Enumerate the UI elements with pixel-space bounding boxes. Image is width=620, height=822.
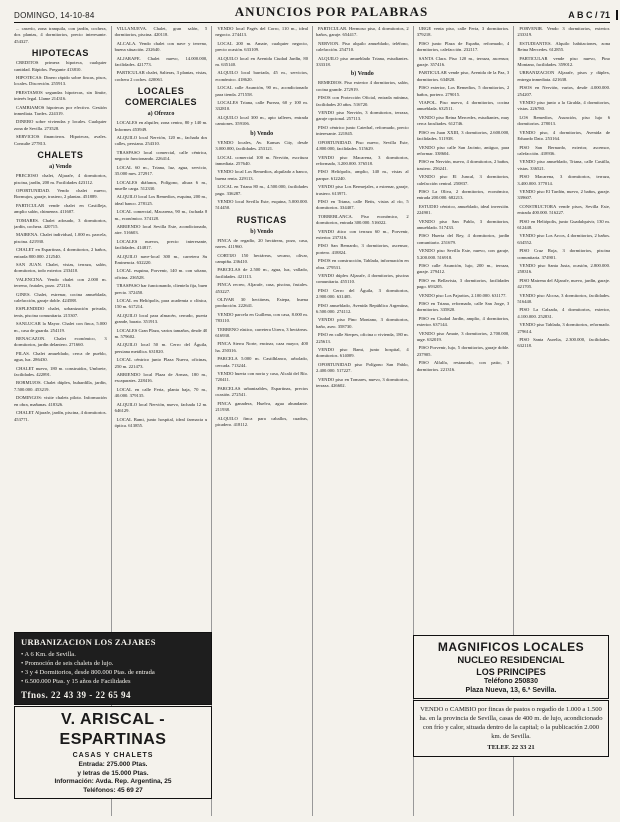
classified-ad: CAMBIAMOS hipotecas por efectivo. Gestión inmediata. Tardes. 224319. xyxy=(14,104,107,117)
classified-ad: VILLANUEVA. Chalet, gran salón, 5 dormitorios, piscina. 420118. xyxy=(114,26,208,38)
classified-ad: LOS Remedios, Asunción, piso lujo 6 dormitorios. 278013. xyxy=(517,114,611,127)
classified-ad: PISO amueblado, Avenida República Argentina, 6.500.000. 274112. xyxy=(316,302,409,315)
classified-ad: VENDO piso El Tardón, nuevo, 2 baños, garaje. 339607. xyxy=(517,188,611,201)
column-3 xyxy=(211,26,308,816)
classified-ad: TOMARES. Chalet adosado, 3 dormitorios, jardín, cochera. 420715. xyxy=(14,217,107,229)
classified-ad: VENDO ático con terraza 60 m., Porvenir, exterior. 237316. xyxy=(316,228,409,240)
classified-ad: GINES. Chalet, estrenar, cocina amueblada, calefacción, garaje doble. 424588. xyxy=(14,291,107,303)
classified-ad: LOCAL céntrico junto Plaza Nueva, oficinas, 250 m. 221473. xyxy=(114,357,208,369)
classified-ad: PISO Santa Aurelia, 2.300.000, facilidades. 632118. xyxy=(517,337,611,349)
classified-ad: VENDO piso Santa Justa, ocasión, 2.800.000. 258316. xyxy=(517,263,611,275)
ariscal-title: V. ARISCAL - ESPARTINAS xyxy=(59,711,167,748)
classified-ad: VENDO locales, Av. Kansas City, desde 3.000.000, facilidades. 253121. xyxy=(215,139,309,152)
classified-ad: DOMINGOS: visite chalets piloto. Información en obra, mañanas. 418326. xyxy=(14,395,107,407)
classified-ad: TORREBLANCA. Piso económico, 2 dormitorios, entrada 300.000. 516022. xyxy=(316,213,409,226)
classified-ad: PISO Alfalfa, restaurado, con patio, 3 dormitorios. 221316. xyxy=(416,360,510,372)
classified-ad: PISOS en Nervión, varios, desde 4.000.000. 254207. xyxy=(517,85,611,97)
classified-ad: LOCAL comercial, Macarena, 90 m., fachada 8 m., económico. 374128. xyxy=(114,209,208,221)
classified-ad: URBANIZACION Aljarafe, pisos y dúplex, entrega inmediata. 421638. xyxy=(517,70,611,82)
classified-ad: VENDO huerta con noria y casa, Alcalá del Río. 720411. xyxy=(215,371,309,383)
classified-ad: PISO San Bernardo, exterior, ascensor, calefacción. 418936. xyxy=(517,144,611,156)
classified-ad: VENDO piso Bami, junto hospital, 4 dormitorios. 614009. xyxy=(316,347,409,359)
classified-ad: ESPLENDIDO chalet, urbanización privada, tenis, piscina comunitaria. 215307. xyxy=(14,306,107,318)
classified-ad: CHALET Aljarafe, jardín, piscina, 4 dormitorios. 453771. xyxy=(14,410,107,422)
classified-ad: REMEDIOS. Piso exterior 4 dormitorios, salón, cocina grande. 272919. xyxy=(316,80,409,92)
classified-ad: CREDITOS primera hipoteca, cualquier cantidad. Rápidos. Pregunte 413810. xyxy=(14,60,107,72)
classified-ad: OPORTUNIDAD. Vendo chalet nuevo, Bormujos, garaje, trastero, 2 plantas. 451889. xyxy=(14,187,107,200)
classified-ad: LOCAL calle Asunción, 90 m., acondicionado para tienda. 271558. xyxy=(215,85,309,97)
classified-ad: PISO exterior, Los Remedios, 5 dormitorios, 2 baños, portero. 279015. xyxy=(416,85,510,97)
classified-ad: PARTICULAR. Hermoso piso, 4 dormitorios, 2 baños, garaje. 654417. xyxy=(316,26,409,38)
ariscal-line: Entrada: 275.000 Ptas. xyxy=(78,761,148,768)
classified-ad: LOCAL en Triana 80 m., 4.500.000, facilidades pago. 336287. xyxy=(215,184,309,196)
ariscal-subtitle: CASAS Y CHALETS xyxy=(72,752,154,759)
classified-ad: BENACAZON. Chalet económico, 3 dormitorios, jardín delantero. 271660. xyxy=(14,336,107,348)
classified-ad: BORMUJOS. Chalet dúplex, buhardilla, jardín, 7.500.000. 453219. xyxy=(14,380,107,392)
classified-ad: OPORTUNIDAD piso Polígono San Pablo, 2.400.000. 517227. xyxy=(316,361,409,374)
classified-ad: PARCELAS urbanizables, Espartinas, precios ocasión. 272541. xyxy=(215,385,309,398)
zajares-line: • Promoción de seis chalets de lujo. xyxy=(21,660,114,667)
classified-ad: ALQUILO local 300 m., apto talleres, entrada camiones. 359106. xyxy=(215,114,309,127)
classified-ad: PISOS en construcción, Tablada, información en obra. 279531. xyxy=(316,258,409,270)
classified-ad: ALJARAFE. Chalet nuevo, 14.000.000, facilidades. 421773. xyxy=(114,55,208,68)
header-date: DOMINGO, 14-10-84 xyxy=(14,11,95,20)
classified-ad: ALQUILO local Nervión, nuevo, fachada 12 m. 646129. xyxy=(114,401,208,414)
classified-ad: ... caserío, zona tranquila, con jardín, cochera, dos plantas, 4 dormitorios, precio interesante. 454327. xyxy=(14,26,107,44)
classified-ad: PISO Heliópolis, amplio, 140 m., vistas al parque. 612240. xyxy=(316,169,409,181)
classified-ad: SAN JUAN. Chalet, vistas, terraza, salón, dormitorios, todo exterior. 233410. xyxy=(14,261,107,274)
classified-ad: ESTUDIANTES. Alquilo habitaciones, zona Reina Mercedes. 612855. xyxy=(517,40,611,53)
classified-ad: DINERO sobre viviendas y locales. Cualquier zona de Sevilla. 273528. xyxy=(14,119,107,131)
classified-ad: VENDO piso Sevilla Este, nuevo, con garaje, 5.200.000. 516918. xyxy=(416,248,510,260)
classified-ad: TRASPASO bar funcionando, clientela fija, buen precio. 372450. xyxy=(114,283,208,295)
ariscal-line: y letras de 15.000 Ptas. xyxy=(77,769,149,777)
classified-ad: PISO calle Asunción, lujo, 200 m., terraza, garaje. 279412. xyxy=(416,263,510,275)
classified-ad: FINCA Sierra Norte, encinar, caza mayor, 400 ha. 250316. xyxy=(215,341,309,353)
classified-ad: LOCALES diáfanos, Polígono, altura 6 m., muelle carga. 512330. xyxy=(114,179,208,191)
classified-ad: PARTICULAR vende piso, Avenida de la Paz, 3 dormitorios. 634820. xyxy=(416,70,510,82)
classified-ad: ARRIENDO local Sevilla Este, acondicionado, aire. 516603. xyxy=(114,223,208,236)
classified-ad: LOCALES Gran Plaza, varios tamaños, desde 40 m. 579602. xyxy=(114,327,208,340)
classified-ad: ALQUILO local para almacén, cerrado, puerta grande, barato. 351913. xyxy=(114,312,208,325)
classified-ad: PISO en Ciudad Jardín, amplio, 4 dormitorios, exterior. 637144. xyxy=(416,315,510,328)
classified-ad: VENDO piso Los Pajaritos, 2.100.000. 631177. xyxy=(418,292,507,298)
classified-ad: SANLUCAR la Mayor. Chalet con finca, 5.000 m., casa de guarda. 254119. xyxy=(14,321,107,333)
section-heading: HIPOTECAS xyxy=(31,48,89,59)
classified-ad: PRECIOSO chalet, Aljarafe, 4 dormitorios, piscina, jardín, 200 m. Facilidades 423112. xyxy=(14,173,107,185)
magnificos-address: Plaza Nueva, 13, 6.ª Sevilla. xyxy=(465,687,557,694)
classified-ad: PISO en Juan XXIII, 3 dormitorios, 2.600.000, facilidades. 511938. xyxy=(416,129,510,142)
classified-ad: VENDO piso, 4 dormitorios, Avenida de Eduardo Dato. 253164. xyxy=(517,129,611,142)
classified-ad: PISO Huerta del Rey, 4 dormitorios, jardín comunitario. 251679. xyxy=(416,233,510,245)
zajares-phones: Tfnos. 22 43 39 - 22 65 94 xyxy=(21,690,132,700)
magnificos-subtitle: NUCLEO RESIDENCIAL xyxy=(457,655,565,666)
classified-ad: PISO Mairena del Aljarafe, nuevo, jardín, garaje. 421705. xyxy=(517,277,611,290)
classified-ad: PARCELAS de 2.500 m., agua, luz, vallado, facilidades. 421113. xyxy=(215,267,309,279)
header-title: ANUNCIOS POR PALABRAS xyxy=(234,4,429,19)
magnificos-place: LOS PRINCIPES xyxy=(476,667,546,677)
header-page-number: A B C / 71 xyxy=(568,10,610,20)
zajares-line: • A 6 Km. de Sevilla. xyxy=(21,651,76,658)
column-4 xyxy=(312,26,409,816)
classified-ad: MAIRENA. Chalet individual, 1.000 m. parcela, piscina. 421930. xyxy=(14,232,107,244)
classified-ad: ALQUILO nave-local 300 m., carretera Su Eminencia. 632220. xyxy=(114,253,208,265)
classified-ad: SERVICIOS financieros. Hipotecas, avales. Consulte 277813. xyxy=(14,134,107,146)
classified-ad: ALQUILO local barriada, 45 m., servicios, económico. 418620. xyxy=(215,70,309,82)
subsection-heading: a) Ofrezco xyxy=(147,111,175,118)
subsection-heading: b) Vendo xyxy=(350,71,374,78)
classified-ad: ESTUDIO céntrico, amueblado, ideal inversión. 224901. xyxy=(416,203,510,216)
classified-ad: CHALET en Espartinas, 4 dormitorios, 2 baños, entrada 800.000. 212540. xyxy=(14,247,107,259)
classified-ad: PISO junto Plaza de España, reformado, 4 dormitorios, calefacción. 232117. xyxy=(416,40,510,53)
classified-ad: LOCAL comercial 100 m. Nervión, escritura inmediata. 257640. xyxy=(215,154,309,166)
classified-ad: FINCA recreo, Aljarafe, casa, piscina, frutales. 453227. xyxy=(215,282,309,294)
classified-ad: VENDO piso Macarena, 3 dormitorios, reformado, 3.200.000. 376518. xyxy=(316,154,409,166)
classified-ad: PISO en Heliópolis, junto Guadalquivir, 130 m. 612448. xyxy=(517,218,611,230)
classified-ad: VENDO piso San Pablo, 3 dormitorios, amueblado. 517433. xyxy=(416,218,510,230)
classified-ad: PORVENIR. Vendo 3 dormitorios, exterior. 233319. xyxy=(517,26,611,38)
classified-ad: VENDO piso junto a la Giralda, 4 dormitorios, vistas. 226780. xyxy=(517,100,611,112)
classified-ad: VENDO piso en Tomares, nuevo, 3 dormitorios, terraza. 426602. xyxy=(316,376,409,389)
classified-ad: PARTICULAR vende chalet en Castilleja, amplio salón, chimenea. 411607. xyxy=(14,202,107,215)
ariscal-line: Información: Avda. Rep. Argentina, 25 xyxy=(54,778,172,785)
classified-ad: VALENCINA. Vendo chalet con 2.000 m. terreno, frutales, pozo. 272116. xyxy=(14,276,107,289)
vendo-phone: TELEF. 22 33 21 xyxy=(487,744,535,751)
classified-ad: PISO La Oliva, 2 dormitorios, económico, entrada 200.000. 682213. xyxy=(416,188,510,201)
classified-ad: VENDO piso Los Bermejales, a estrenar, garaje, trastero. 613971. xyxy=(316,184,409,196)
classified-ad: VENDO parcela en Guillena, con casa, 8.000 m. 783110. xyxy=(215,311,309,324)
classified-ad: PISO en Triana, calle Betis, vistas al río, 5 dormitorios. 334407. xyxy=(316,198,409,211)
zajares-line: • 6.500.000 Ptas. y 15 años de Facilidades xyxy=(21,678,131,685)
magnificos-title: MAGNIFICOS LOCALES xyxy=(437,640,585,654)
classified-ad: VENDO piso Amate, 3 dormitorios, 2.700.000, urge. 632019. xyxy=(416,330,510,343)
page-header xyxy=(14,6,610,23)
classified-ad: VENDO piso Tablada, 3 dormitorios, reformado. 279614. xyxy=(517,322,611,334)
page-edge-mark xyxy=(616,10,618,20)
zajares-ad-box xyxy=(14,632,212,705)
classified-ad: OLIVAR 30 hectáreas, Estepa, buena producción. 222641. xyxy=(215,297,309,309)
ariscal-ad-box xyxy=(14,706,212,799)
classified-ad: LOCAL Bami, junto hospital, ideal farmacia u óptica. 613855. xyxy=(114,416,208,428)
classified-ad: PARTICULAR vende piso nuevo, Pino Montano, facilidades. 359012. xyxy=(517,55,611,68)
classified-ad: VENDO piso Los Arcos, 4 dormitorios, 2 baños. 634552. xyxy=(517,233,611,245)
subsection-heading: b) Vendo xyxy=(250,130,274,137)
classified-ad: PILAS. Chalet amueblado, cerca de pueblo, agua, luz. 286430. xyxy=(14,350,107,363)
classified-ad: PARTICULAR chalet, Salteras, 3 plantas, vistas, cochera 2 coches. 420061. xyxy=(114,70,208,82)
classified-ad: PRESTAMOS segundas hipotecas, sin límite, interés legal. Llame 214316. xyxy=(14,89,107,102)
classified-ad: VENDO piso Nervión, 3 dormitorios, terraza, garaje opcional. 257113. xyxy=(316,110,409,122)
classified-ad: FINCA ganadera, Huelva, agua abundante. 211938. xyxy=(215,400,309,413)
classified-ad: PISO en Nervión, nuevo, 4 dormitorios, 2 baños, trastero. 256241. xyxy=(416,159,510,171)
classified-ad: PISOS con Protección Oficial, entrada mínima, facilidades 20 años. 516720. xyxy=(316,95,409,107)
classified-ad: ALQUILO piso amueblado Triana, estudiantes. 333318. xyxy=(316,55,409,68)
classified-ad: OPORTUNIDAD. Piso nuevo, Sevilla Este, 4.800.000, facilidades. 515629. xyxy=(316,139,409,152)
classified-ad: ALQUILO local Nervión, 120 m., fachada dos calles, persiana. 254310. xyxy=(114,135,208,147)
classified-ad: ALQUILO finca para caballos, cuadras, picadero. 418112. xyxy=(215,415,309,427)
classified-ad: URGE venta piso, calle Feria, 3 dormitorios. 379218. xyxy=(416,26,510,38)
classified-ad: PISO Cruz Roja, 3 dormitorios, piscina comunitaria. 374901. xyxy=(517,248,611,260)
classified-ad: VENDO local Pagés del Corro, 110 m., ideal negocio. 274413. xyxy=(215,26,309,38)
classified-ad: VENDO dúplex Aljarafe, 4 dormitorios, piscina comunitaria. 455110. xyxy=(316,273,409,285)
classified-ad: ALQUILO local en Avenida Ciudad Jardín, 80 m. 635140. xyxy=(215,55,309,68)
classified-ad: PISO en Bellavista, 3 dormitorios, facilidades pago. 693205. xyxy=(416,277,510,290)
classified-ad: PISO céntrico junto Catedral, reformado, precio interesante. 221845. xyxy=(316,124,409,137)
classified-ad: CHALET nuevo, 180 m. construidos, Umbrete, facilidades. 422891. xyxy=(14,365,107,378)
classified-ad: VENDO piso Pino Montano, 3 dormitorios, baño, aseo. 358730. xyxy=(316,317,409,329)
classified-ad: LOCALES nuevos, precio interesante, facilidades. 414817. xyxy=(114,238,208,251)
classified-ad: VENDO piso El Juncal, 3 dormitorios, calefacción central. 250837. xyxy=(416,174,510,186)
classified-ad: VENDO piso Alcosa, 3 dormitorios, facilidades. 516440. xyxy=(517,292,611,305)
classified-ad: LOCAL en calle Feria, planta baja, 70 m., 40.000. 379135. xyxy=(114,386,208,399)
classified-ad: VENDO local Sevilla Este, esquina, 5.000.000. 514450. xyxy=(215,198,309,211)
classified-ad: LOCALES en alquiler, zona centro, 80 y 140 m. Informes 453949. xyxy=(114,120,208,132)
classified-ad: ALQUILO local 50 m. Cerro del Águila, persiana metálica. 631820. xyxy=(114,342,208,354)
classified-ad: PISO en calle Sierpes, oficina o vivienda, 180 m. 225613. xyxy=(316,332,409,344)
classified-ad: NERVION. Piso alquilo amueblado, teléfono, calefacción. 254710. xyxy=(316,40,409,53)
classified-ad: VENDO piso amueblado, Triana, calle Castilla, vistas. 336521. xyxy=(517,159,611,171)
classified-ad: LOCAL 200 m. Amate, cualquier negocio, precio ocasión. 633109. xyxy=(215,40,309,53)
classified-ad: LOCAL 60 m., Triana, luz, agua, servicio, 35.000 mes. 272917. xyxy=(114,164,208,177)
ariscal-line: Teléfonos: 45 69 27 xyxy=(83,786,143,794)
vendo-text: VENDO o CAMBIO por fincas de pastos o regadío de 1.000 a 1.500 ha. en la provincia de Sevilla, casas de 400 m. de lujo, acondicionado con frío y calor, situada dentro de la capital; o la publicación 2.000 km. de Sevilla. xyxy=(419,706,603,740)
classified-ad: HIPOTECAS: Dinero rápido sobre fincas, pisos, locales. Discreción. 255913. xyxy=(14,75,107,87)
vendo-cambio-ad-box xyxy=(413,700,609,757)
classified-ad: PISO en Triana, reformado, calle San Jorge, 3 dormitorios. 335820. xyxy=(416,301,510,313)
subsection-heading: a) Vendo xyxy=(49,164,72,171)
classified-ad: PISO La Calzada, 4 dormitorios, exterior, 4.100.000. 252831. xyxy=(517,307,611,319)
zajares-title: URBANIZACION LOS ZAJARES xyxy=(21,637,156,647)
classified-ad: LOCAL en Heliópolis, para academia o clínica, 150 m. 617214. xyxy=(114,298,208,310)
classified-ad: PISO San Bernardo, 3 dormitorios, ascensor, portero. 418824. xyxy=(316,243,409,255)
magnificos-phone: Teléfono 250830 xyxy=(484,678,538,685)
section-heading: RUSTICAS xyxy=(236,214,287,225)
classified-ad: PISO Cerro del Águila, 3 dormitorios, 2.900.000. 631405. xyxy=(316,287,409,300)
classified-ad: VENDO piso Reina Mercedes, estudiantes, muy cerca facultades. 612746. xyxy=(416,114,510,127)
section-heading: LOCALES COMERCIALES xyxy=(125,86,198,108)
classified-ad: ARRIENDO local Plaza de Armas, 180 m., escaparates. 228416. xyxy=(114,372,208,384)
classified-ad: ALCALA. Vendo chalet con nave y terreno, buena situación. 232640. xyxy=(114,40,208,53)
classified-ad: VENDO piso calle San Jacinto, antiguo, para reformar. 338604. xyxy=(416,144,510,156)
classified-ad: ALQUILO local Los Remedios, esquina, 200 m., ideal banco. 278125. xyxy=(114,194,208,206)
classified-ad: CONSTRUCTORA vende pisos, Sevilla Este, entrada 400.000. 516227. xyxy=(517,203,611,216)
classified-ad: FINCA de regadío, 20 hectáreas, pozo, casa, naves. 411960. xyxy=(215,237,309,250)
classified-ad: VENDO local Los Remedios, alquilado a banco, buena renta. 229113. xyxy=(215,169,309,181)
classified-ad: TRASPASO local comercial, calle céntrica, negocio funcionando. 226414. xyxy=(114,149,208,162)
classified-ad: CORTIJO 150 hectáreas, secano, olivar, campiña. 236410. xyxy=(215,252,309,264)
classified-ad: TERRENO rústico, carretera Utrera, 3 hectáreas. 616930. xyxy=(215,326,309,339)
classified-ad: LOCALES Triana, calle Pureza, 60 y 100 m. 332810. xyxy=(215,100,309,112)
classified-ad: LOCAL esquina, Porvenir, 140 m. con sótano, oficina. 236528. xyxy=(114,268,208,280)
magnificos-locales-ad-box xyxy=(413,635,609,699)
classified-ad: VIAPOL. Piso nuevo, 4 dormitorios, cocina amueblada. 632511. xyxy=(416,100,510,112)
zajares-line: • 3 y 4 Dormitorios, desde 800.000 Ptas. de entrada xyxy=(21,669,155,676)
subsection-heading: b) Vendo xyxy=(250,228,274,235)
section-heading: CHALETS xyxy=(37,150,84,161)
classified-ad: PISO Macarena, 3 dormitorios, terraza, 3.400.000. 377014. xyxy=(517,174,611,186)
classified-ad: PISO Porvenir, lujo, 5 dormitorios, garaje doble. 237905. xyxy=(416,345,510,357)
classified-ad: SANTA Clara. Piso 120 m., terraza, ascensor, garaje. 357416. xyxy=(416,55,510,68)
classified-ad: PARCELA 5.000 m. Castilblanco, arbolado, cercada. 713244. xyxy=(215,356,309,368)
